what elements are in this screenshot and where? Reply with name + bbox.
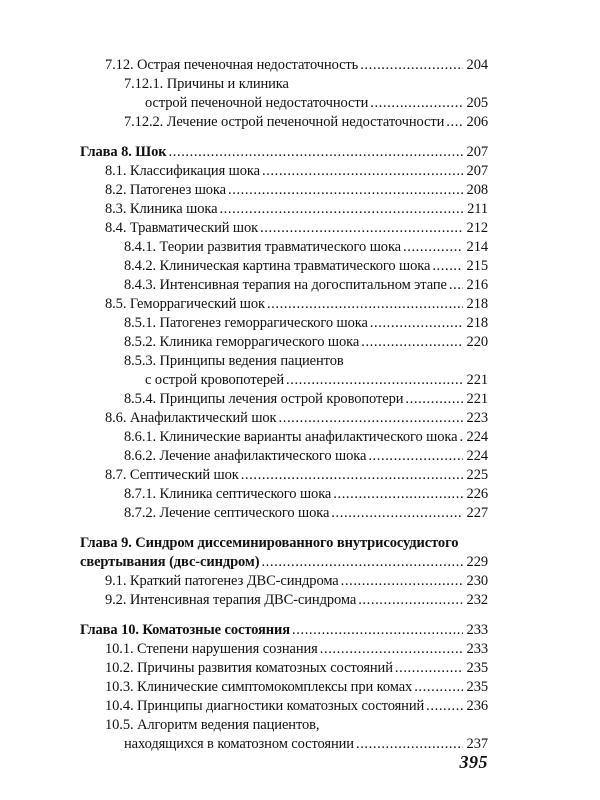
toc-entry (0, 55, 600, 75)
toc-entry-title: 10.2. Причины развития коматозных состояний (105, 660, 393, 676)
toc-entry-page: 214 (466, 239, 488, 255)
leader-dots (356, 734, 463, 754)
leader-dots (286, 370, 463, 390)
leader-dots (459, 427, 463, 447)
toc-entry-page: 206 (466, 114, 488, 130)
toc-entry-page: 218 (466, 296, 488, 312)
toc-entry-title: 8.3. Клиника шока (105, 201, 218, 217)
toc-entry (0, 677, 600, 697)
toc-entry-title: 7.12.2. Лечение острой печеночной недостаточности (124, 114, 445, 130)
toc-entry (0, 427, 600, 447)
toc-entry-title: 10.1. Степени нарушения сознания (105, 641, 318, 657)
leader-dots (331, 503, 463, 523)
toc-entry-title: 8.4.3. Интенсивная терапия на догоспитальном этапе (124, 277, 447, 293)
toc-entry-title: 10.4. Принципы диагностики коматозных состояний (105, 698, 425, 714)
leader-dots (341, 571, 463, 591)
toc-entry-page: 232 (466, 592, 488, 608)
toc-entry-page: 224 (466, 429, 488, 445)
toc-entry-page: 235 (466, 679, 488, 695)
toc-entry-title: 8.5.2. Клиника геморрагического шока (124, 334, 360, 350)
leader-dots (414, 677, 463, 697)
leader-dots (219, 199, 463, 219)
toc-entry-page: 230 (466, 573, 488, 589)
toc-entry (0, 351, 600, 371)
toc-entry-page: 221 (466, 391, 488, 407)
toc-entry-title: 8.1. Классификация шока (105, 163, 260, 179)
toc-entry-page: 233 (466, 641, 488, 657)
toc-entry-page: 220 (466, 334, 488, 350)
toc-entry (0, 313, 600, 333)
toc-entry (0, 332, 600, 352)
toc-entry-page: 221 (466, 372, 488, 388)
leader-dots (228, 180, 463, 200)
toc-entry-page: 215 (466, 258, 488, 274)
toc-entry (0, 112, 600, 132)
toc-entry (0, 734, 600, 754)
leader-dots (395, 658, 463, 678)
leader-dots (358, 590, 463, 610)
toc-entry-page: 211 (467, 201, 488, 217)
toc-entry-title: острой печеночной недостаточности (145, 95, 369, 111)
toc-entry (0, 93, 600, 113)
leader-dots (262, 161, 463, 181)
leader-dots (320, 639, 463, 659)
toc-entry (0, 74, 600, 94)
toc-entry-title: 8.6.1. Клинические варианты анафилактического шока (124, 429, 458, 445)
leader-dots (292, 620, 463, 640)
toc-entry-page: 224 (466, 448, 488, 464)
toc-entry-title: 10.5. Алгоритм ведения пациентов, (105, 717, 320, 733)
toc-entry-page: 212 (466, 220, 488, 236)
toc-entry-title: 8.4.1. Теории развития травматического шока (124, 239, 401, 255)
toc-entry-title: с острой кровопотерей (145, 372, 284, 388)
leader-dots (260, 218, 463, 238)
toc-entry-title: 8.2. Патогенез шока (105, 182, 226, 198)
toc-entry-page: 205 (466, 95, 488, 111)
toc-entry (0, 446, 600, 466)
toc-entry (0, 503, 600, 523)
toc-entry-title: 8.7. Септический шок (105, 467, 239, 483)
toc-entry-title: 8.7.2. Лечение септического шока (124, 505, 330, 521)
toc-chapter-title: Глава 8. Шок (80, 144, 167, 160)
toc-entry (0, 161, 600, 181)
toc-chapter (0, 620, 600, 640)
toc-chapter-title: свертывания (двс-синдром) (80, 554, 260, 570)
toc-entry (0, 199, 600, 219)
toc-entry-page: 225 (466, 467, 488, 483)
toc-entry (0, 571, 600, 591)
leader-dots (241, 465, 463, 485)
toc-entry (0, 639, 600, 659)
toc-chapter (0, 552, 600, 572)
toc-chapter (0, 142, 600, 162)
toc-entry (0, 590, 600, 610)
toc-chapter-title: Глава 9. Синдром диссеминированного внутрисосудистого (80, 535, 459, 551)
toc-entry-page: 218 (466, 315, 488, 331)
leader-dots (169, 142, 463, 162)
toc-entry-title: 8.5. Геморрагический шок (105, 296, 265, 312)
toc-entry-page: 207 (466, 163, 488, 179)
page-number: 395 (459, 752, 488, 772)
toc-entry-page: 236 (466, 698, 488, 714)
toc-entry (0, 370, 600, 390)
leader-dots (426, 696, 463, 716)
toc-entry-page: 235 (466, 660, 488, 676)
toc-entry-title: 8.6.2. Лечение анафилактического шока (124, 448, 367, 464)
toc-entry (0, 218, 600, 238)
toc-entry-title: 9.2. Интенсивная терапия ДВС-синдрома (105, 592, 357, 608)
leader-dots (279, 408, 464, 428)
toc-entry-title: 8.4. Травматический шок (105, 220, 259, 236)
toc-entry-title: 10.3. Клинические симптомокомплексы при комах (105, 679, 413, 695)
toc-entry-title: 8.7.1. Клиника септического шока (124, 486, 332, 502)
toc-entry (0, 408, 600, 428)
toc-entry-title: 8.6. Анафилактический шок (105, 410, 277, 426)
toc-entry-title: 9.1. Краткий патогенез ДВС-синдрома (105, 573, 339, 589)
leader-dots (370, 93, 463, 113)
toc-entry-title: 8.5.1. Патогенез геморрагического шока (124, 315, 368, 331)
toc-entry-page: 216 (466, 277, 488, 293)
toc-chapter-title: Глава 10. Коматозные состояния (80, 622, 291, 638)
toc-entry-page: 223 (466, 410, 488, 426)
toc-entry-page: 226 (466, 486, 488, 502)
toc-entry-title: 8.5.4. Принципы лечения острой кровопотери (124, 391, 404, 407)
toc-entry-page: 208 (466, 182, 488, 198)
toc-entry (0, 658, 600, 678)
toc-entry-title: 7.12.1. Причины и клиника (124, 76, 289, 92)
leader-dots (360, 55, 463, 75)
toc-entry-page: 227 (466, 505, 488, 521)
toc-entry-page: 237 (466, 736, 488, 752)
toc-entry (0, 180, 600, 200)
toc-entry-title: 8.5.3. Принципы ведения пациентов (124, 353, 344, 369)
toc-entry (0, 715, 600, 735)
toc-entry-title: находящихся в коматозном состоянии (124, 736, 354, 752)
toc-entry (0, 484, 600, 504)
leader-dots (261, 552, 463, 572)
toc-chapter (0, 533, 600, 553)
leader-dots (370, 313, 463, 333)
toc-entry (0, 294, 600, 314)
leader-dots (432, 256, 463, 276)
toc-entry (0, 237, 600, 257)
toc-entry (0, 465, 600, 485)
toc-entry-title: 7.12. Острая печеночная недостаточность (105, 57, 359, 73)
leader-dots (405, 389, 463, 409)
leader-dots (333, 484, 463, 504)
toc-entry-page: 207 (466, 144, 488, 160)
toc-entry (0, 275, 600, 295)
toc-entry-title: 8.4.2. Клиническая картина травматического шока (124, 258, 431, 274)
toc-entry (0, 389, 600, 409)
leader-dots (446, 112, 463, 132)
toc-entry (0, 256, 600, 276)
leader-dots (267, 294, 463, 314)
toc-entry (0, 696, 600, 716)
toc-entry-page: 233 (466, 622, 488, 638)
leader-dots (368, 446, 463, 466)
leader-dots (449, 275, 463, 295)
leader-dots (361, 332, 463, 352)
toc-entry-page: 204 (466, 57, 488, 73)
leader-dots (403, 237, 463, 257)
toc-entry-page: 229 (466, 554, 488, 570)
